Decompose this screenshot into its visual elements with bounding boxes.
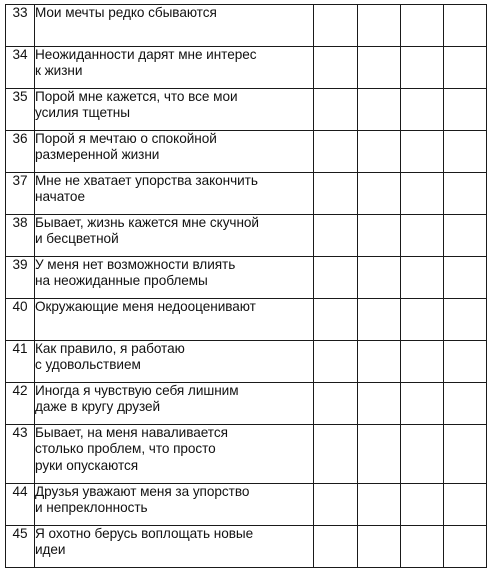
statement-line: начатое [35, 189, 85, 205]
statement-line: Порой я мечтаю о спокойной [35, 131, 217, 146]
answer-cell[interactable] [358, 299, 401, 341]
question-number: 36 [6, 131, 35, 173]
statement-line: Порой мне кажется, что все мои [35, 89, 238, 104]
answer-cell[interactable] [444, 5, 487, 47]
answer-cell[interactable] [314, 257, 358, 299]
answer-cell[interactable] [314, 47, 358, 89]
question-statement [35, 47, 314, 89]
answer-cell[interactable] [444, 47, 487, 89]
question-number: 43 [6, 425, 35, 484]
statement-line: и непреклонность [35, 500, 148, 516]
answer-cell[interactable] [444, 131, 487, 173]
question-statement [35, 425, 314, 484]
statement-line: Бывает, на меня наваливается [35, 425, 228, 440]
statement-line: даже в кругу друзей [35, 399, 161, 415]
answer-cell[interactable] [401, 215, 444, 257]
answer-cell[interactable] [444, 526, 487, 568]
table-row [6, 5, 487, 47]
answer-cell[interactable] [444, 173, 487, 215]
table-row [6, 215, 487, 257]
answer-cell[interactable] [358, 341, 401, 383]
answer-cell[interactable] [444, 299, 487, 341]
answer-cell[interactable] [444, 215, 487, 257]
question-statement [35, 383, 314, 425]
answer-cell[interactable] [314, 383, 358, 425]
question-number: 33 [6, 5, 35, 47]
question-number: 42 [6, 383, 35, 425]
table-row [6, 383, 487, 425]
answer-cell[interactable] [444, 89, 487, 131]
answer-cell[interactable] [401, 173, 444, 215]
answer-cell[interactable] [358, 425, 401, 484]
statement-line: столько проблем, что просто [35, 441, 216, 457]
statement-line: к жизни [35, 63, 83, 79]
answer-cell[interactable] [358, 89, 401, 131]
answer-cell[interactable] [401, 299, 444, 341]
statement-line: размеренной жизни [35, 147, 160, 163]
answer-cell[interactable] [358, 383, 401, 425]
question-number: 38 [6, 215, 35, 257]
answer-cell[interactable] [401, 425, 444, 484]
answer-cell[interactable] [444, 341, 487, 383]
answer-cell[interactable] [314, 425, 358, 484]
question-statement [35, 215, 314, 257]
answer-cell[interactable] [358, 215, 401, 257]
question-number: 37 [6, 173, 35, 215]
question-statement [35, 484, 314, 526]
table-row [6, 425, 487, 484]
table-row [6, 173, 487, 215]
answer-cell[interactable] [358, 47, 401, 89]
answer-cell[interactable] [401, 89, 444, 131]
question-number: 39 [6, 257, 35, 299]
answer-cell[interactable] [444, 257, 487, 299]
question-statement [35, 5, 314, 47]
question-statement [35, 257, 314, 299]
table-row [6, 257, 487, 299]
answer-cell[interactable] [314, 484, 358, 526]
answer-cell[interactable] [358, 257, 401, 299]
answer-cell[interactable] [314, 215, 358, 257]
statement-line: Окружающие меня недооценивают [35, 299, 256, 314]
answer-cell[interactable] [358, 526, 401, 568]
answer-cell[interactable] [444, 484, 487, 526]
statement-line: У меня нет возможности влиять [35, 257, 236, 272]
answer-cell[interactable] [401, 526, 444, 568]
answer-cell[interactable] [314, 89, 358, 131]
statement-line: с удовольствием [35, 357, 141, 373]
answer-cell[interactable] [444, 383, 487, 425]
table-row [6, 299, 487, 341]
answer-cell[interactable] [401, 341, 444, 383]
answer-cell[interactable] [401, 484, 444, 526]
table-row [6, 131, 487, 173]
statement-line: Друзья уважают меня за упорство [35, 484, 250, 499]
table-row [6, 341, 487, 383]
statement-line: Бывает, жизнь кажется мне скучной [35, 215, 259, 230]
table-row [6, 484, 487, 526]
answer-cell[interactable] [401, 131, 444, 173]
questionnaire-sheet [5, 4, 486, 566]
answer-cell[interactable] [444, 425, 487, 484]
question-number: 40 [6, 299, 35, 341]
table-row [6, 526, 487, 568]
answer-cell[interactable] [314, 341, 358, 383]
statement-line: Как правило, я работаю [35, 341, 185, 356]
statement-line: и бесцветной [35, 231, 119, 247]
question-statement [35, 131, 314, 173]
answer-cell[interactable] [401, 383, 444, 425]
statement-line: на неожиданные проблемы [35, 273, 208, 289]
question-statement [35, 299, 314, 341]
statement-line: Мне не хватает упорства закончить [35, 173, 258, 188]
answer-cell[interactable] [358, 131, 401, 173]
answer-cell[interactable] [401, 5, 444, 47]
question-number: 35 [6, 89, 35, 131]
answer-cell[interactable] [358, 484, 401, 526]
answer-cell[interactable] [314, 526, 358, 568]
statement-line: Неожиданности дарят мне интерес [35, 47, 257, 62]
question-statement [35, 173, 314, 215]
statement-line: руки опускаются [35, 457, 139, 473]
questionnaire-table [5, 4, 487, 568]
question-number: 34 [6, 47, 35, 89]
answer-cell[interactable] [358, 173, 401, 215]
answer-cell[interactable] [314, 299, 358, 341]
question-statement [35, 341, 314, 383]
answer-cell[interactable] [314, 5, 358, 47]
answer-cell[interactable] [358, 5, 401, 47]
table-row [6, 89, 487, 131]
answer-cell[interactable] [314, 173, 358, 215]
question-number: 45 [6, 526, 35, 568]
answer-cell[interactable] [401, 257, 444, 299]
question-statement [35, 89, 314, 131]
question-number: 41 [6, 341, 35, 383]
statement-line: Я охотно берусь воплощать новые [35, 526, 254, 541]
questionnaire-rows [6, 5, 487, 568]
question-statement [35, 526, 314, 568]
table-row [6, 47, 487, 89]
answer-cell[interactable] [401, 47, 444, 89]
answer-cell[interactable] [314, 131, 358, 173]
statement-line: усилия тщетны [35, 105, 130, 121]
statement-line: Иногда я чувствую себя лишним [35, 383, 239, 398]
statement-line: идеи [35, 542, 66, 558]
statement-line: Мои мечты редко сбываются [35, 5, 217, 20]
question-number: 44 [6, 484, 35, 526]
